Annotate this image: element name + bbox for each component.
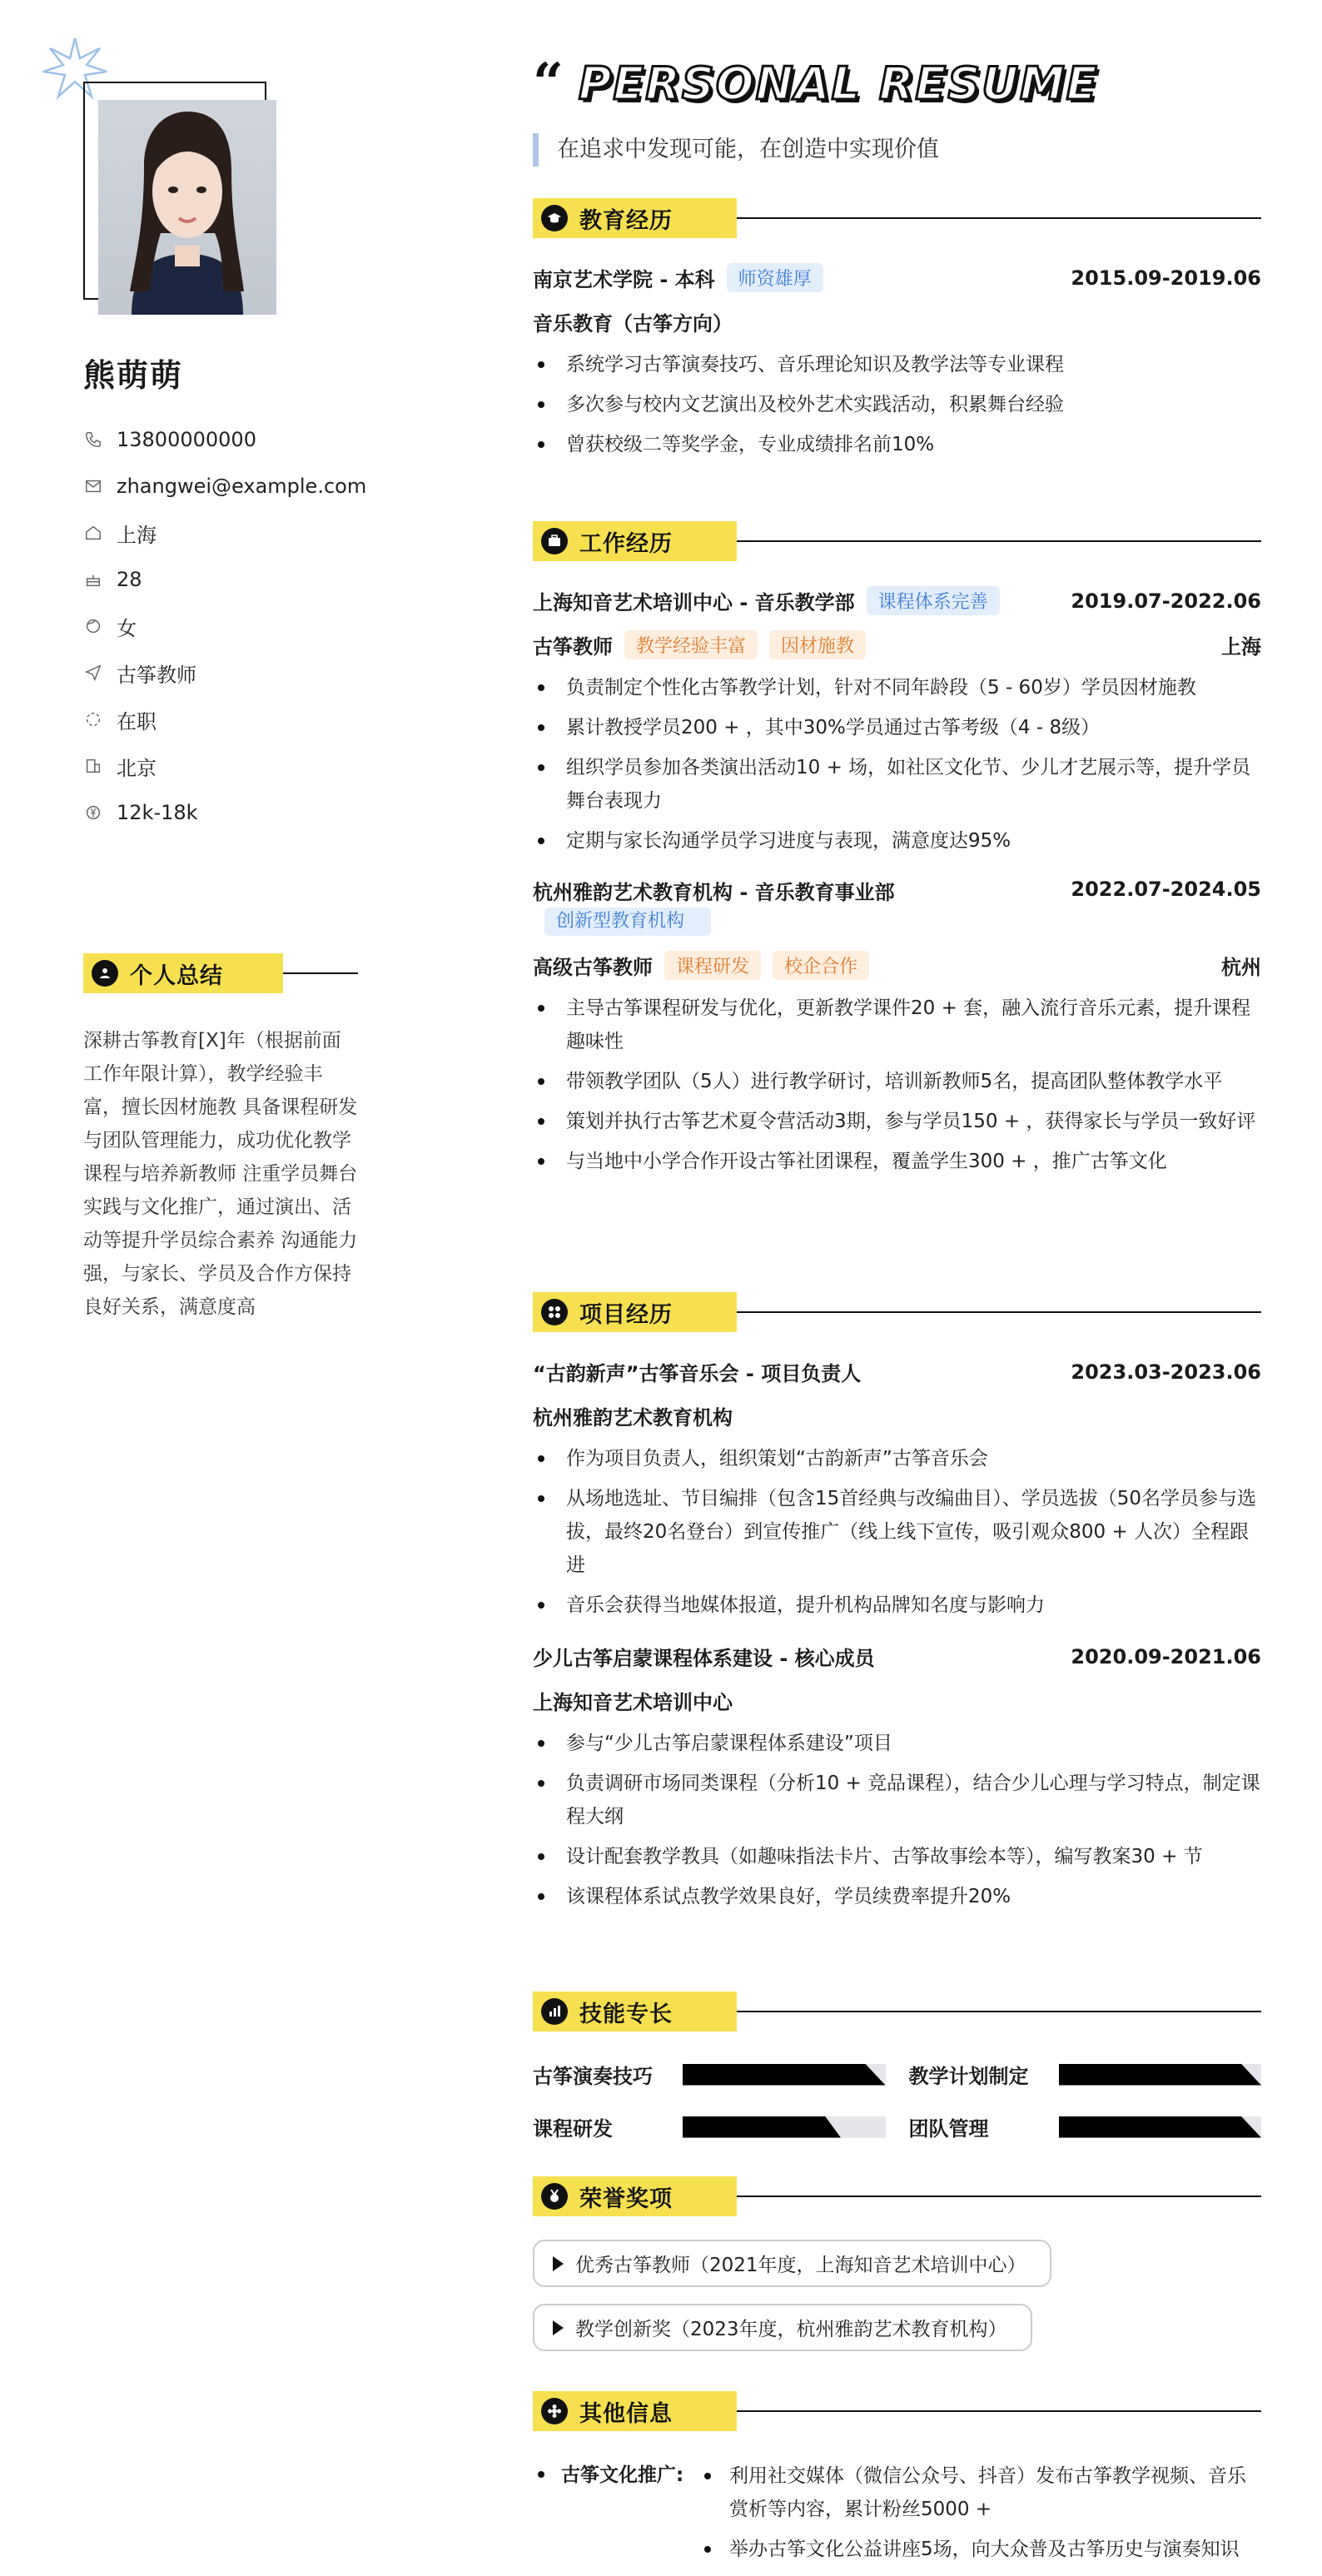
location-value: 上海 bbox=[117, 523, 157, 547]
list-item: 组织学员参加各类演出活动10 + 场，如社区文化节、少儿才艺展示等，提升学员舞台表现力 bbox=[533, 751, 1261, 818]
skill-bar-fill bbox=[683, 2116, 841, 2138]
list-item: 参与“少儿古筝启蒙课程体系建设”项目 bbox=[533, 1727, 1261, 1760]
contact-info-list bbox=[83, 416, 433, 836]
motto: 在追求中发现可能，在创造中实现价值 bbox=[533, 133, 939, 167]
other-info bbox=[533, 2459, 1261, 2573]
grid-icon bbox=[541, 1299, 568, 1325]
project-bullets bbox=[533, 1442, 1261, 1622]
job-bullets bbox=[533, 992, 1261, 1178]
skill-label: 课程研发 bbox=[533, 2117, 613, 2141]
list-item: 利用社交媒体（微信公众号、抖音）发布古筝教学视频、音乐赏析等内容，累计粉丝5000 + bbox=[699, 2459, 1261, 2526]
skill-bar bbox=[1059, 2116, 1262, 2138]
job-org: 上海知音艺术培训中心 - 音乐教学部 bbox=[533, 591, 855, 614]
skill-label: 古筝演奏技巧 bbox=[533, 2065, 653, 2088]
work-title: 工作经历 bbox=[579, 530, 673, 557]
yuan-icon bbox=[83, 803, 103, 823]
sidebar bbox=[0, 0, 466, 2576]
project-org: 杭州雅韵艺术教育机构 bbox=[533, 1406, 733, 1430]
skill-label: 团队管理 bbox=[908, 2117, 989, 2141]
info-gender bbox=[83, 603, 433, 649]
profile-photo bbox=[98, 100, 276, 315]
awards-title: 荣誉奖项 bbox=[579, 2186, 673, 2212]
project-org: 上海知音艺术培训中心 bbox=[533, 1691, 733, 1714]
job-bullets bbox=[533, 671, 1261, 858]
chart-icon bbox=[541, 1998, 568, 2025]
major: 音乐教育（古筝方向） bbox=[533, 312, 733, 336]
role-tag: 校企合作 bbox=[773, 951, 869, 980]
cake-icon bbox=[83, 569, 103, 589]
list-item: 作为项目负责人，组织策划“古韵新声”古筝音乐会 bbox=[533, 1442, 1261, 1475]
major-row bbox=[533, 307, 1261, 336]
skill-label: 教学计划制定 bbox=[908, 2065, 1029, 2088]
building-icon bbox=[83, 756, 103, 776]
info-target-city bbox=[83, 743, 433, 789]
phone-value: 13800000000 bbox=[117, 428, 256, 451]
award-text: 优秀古筝教师（2021年度，上海知音艺术培训中心） bbox=[575, 2255, 1026, 2276]
divider-line bbox=[737, 2011, 1261, 2012]
job-org-tag: 创新型教育机构 bbox=[544, 908, 711, 936]
skill-bar-fill bbox=[1059, 2064, 1262, 2086]
flower-icon bbox=[541, 2398, 568, 2424]
resume-title bbox=[533, 50, 1099, 117]
info-salary bbox=[83, 789, 433, 836]
role-tag: 因材施教 bbox=[769, 630, 866, 659]
info-location bbox=[83, 510, 433, 556]
phone-icon bbox=[83, 430, 103, 450]
user-circle-icon bbox=[92, 960, 118, 987]
project-entry bbox=[533, 1357, 1261, 1622]
job-entry bbox=[533, 586, 1261, 858]
info-email bbox=[83, 463, 433, 510]
projects-section bbox=[533, 1292, 1261, 1920]
work-section bbox=[533, 521, 1261, 1185]
divider-line bbox=[737, 2196, 1261, 2197]
divider-line bbox=[283, 972, 358, 974]
home-icon bbox=[83, 523, 103, 543]
project-bullets bbox=[533, 1727, 1261, 1913]
education-bullets bbox=[533, 348, 1261, 461]
job-entry bbox=[533, 878, 1261, 1178]
list-item: 从场地选址、节目编排（包含15首经典与改编曲目）、学员选拔（50名学员参与选拔，最终20名登台）到宣传推广（线上线下宣传，吸引观众800 + 人次）全程跟进 bbox=[533, 1482, 1261, 1582]
job-city: 上海 bbox=[1221, 635, 1261, 659]
other-key: 古筝文化推广: bbox=[533, 2459, 699, 2573]
education-title: 教育经历 bbox=[579, 207, 673, 234]
info-phone bbox=[83, 416, 433, 463]
briefcase-icon bbox=[541, 528, 568, 554]
job-role: 古筝教师 bbox=[533, 635, 613, 659]
list-item: 举办古筝文化公益讲座5场，向大众普及古筝历史与演奏知识 bbox=[699, 2533, 1261, 2566]
skill-bar bbox=[683, 2064, 886, 2086]
school-name: 南京艺术学院 - 本科 bbox=[533, 268, 715, 291]
other-section bbox=[533, 2391, 1261, 2573]
job-date: 2022.07-2024.05 bbox=[1071, 878, 1261, 901]
skill-item bbox=[909, 2112, 1262, 2141]
person-name: 熊萌萌 bbox=[83, 357, 184, 394]
school-tag: 师资雄厚 bbox=[727, 263, 823, 292]
position-value: 古筝教师 bbox=[117, 663, 196, 687]
summary-section-header bbox=[83, 953, 358, 993]
list-item: 设计配套教学教具（如趣味指法卡片、古筝故事绘本等），编写教案30 + 节 bbox=[533, 1840, 1261, 1873]
divider-line bbox=[737, 540, 1261, 542]
skills-section bbox=[533, 1992, 1261, 2141]
send-icon bbox=[83, 663, 103, 683]
info-status bbox=[83, 696, 433, 743]
skills-grid bbox=[533, 2060, 1261, 2141]
other-title: 其他信息 bbox=[579, 2400, 673, 2427]
list-item: 音乐会获得当地媒体报道，提升机构品牌知名度与影响力 bbox=[533, 1589, 1261, 1622]
skill-item bbox=[909, 2060, 1262, 2089]
job-org-tag: 课程体系完善 bbox=[867, 586, 1000, 615]
loading-icon bbox=[83, 709, 103, 729]
list-item: 负责调研市场同类课程（分析10 + 竞品课程），结合少儿心理与学习特点，制定课程大纲 bbox=[533, 1767, 1261, 1833]
skill-bar-fill bbox=[683, 2064, 886, 2086]
award-item bbox=[533, 2240, 1051, 2287]
award-text: 教学创新奖（2023年度，杭州雅韵艺术教育机构） bbox=[575, 2319, 1007, 2340]
graduation-cap-icon bbox=[541, 205, 568, 231]
skill-bar bbox=[1059, 2064, 1262, 2086]
medal-icon bbox=[541, 2183, 568, 2210]
skill-item bbox=[533, 2112, 886, 2141]
info-age bbox=[83, 556, 433, 603]
job-org: 杭州雅韵艺术教育机构 - 音乐教育事业部 bbox=[533, 881, 895, 904]
project-name: “古韵新声”古筝音乐会 - 项目负责人 bbox=[533, 1362, 862, 1385]
personal-resume-heading: PERSONAL RESUME bbox=[578, 57, 1099, 110]
status-value: 在职 bbox=[117, 709, 157, 734]
list-item: 策划并执行古筝艺术夏令营活动3期，参与学员150 + ，获得家长与学员一致好评 bbox=[533, 1105, 1261, 1138]
divider-line bbox=[737, 217, 1261, 219]
project-date: 2023.03-2023.06 bbox=[1071, 1360, 1261, 1384]
education-section bbox=[533, 198, 1261, 468]
project-date: 2020.09-2021.06 bbox=[1071, 1644, 1261, 1668]
list-item: 带领教学团队（5人）进行教学研讨，培训新教师5名，提高团队整体教学水平 bbox=[533, 1065, 1261, 1098]
play-triangle-icon bbox=[553, 2320, 564, 2335]
job-date: 2019.07-2022.06 bbox=[1071, 589, 1261, 613]
projects-title: 项目经历 bbox=[579, 1301, 673, 1328]
list-item: 多次参与校内文艺演出及校外艺术实践活动，积累舞台经验 bbox=[533, 388, 1261, 421]
list-item: 主导古筝课程研发与优化，更新教学课件20 + 套，融入流行音乐元素，提升课程趣味性 bbox=[533, 992, 1261, 1058]
list-item: 系统学习古筝演奏技巧、音乐理论知识及教学法等专业课程 bbox=[533, 348, 1261, 381]
education-date: 2015.09-2019.06 bbox=[1071, 266, 1261, 290]
skill-bar bbox=[683, 2116, 886, 2138]
list-item: 与当地中小学合作开设古筝社团课程，覆盖学生300 + ，推广古筝文化 bbox=[533, 1145, 1261, 1178]
play-triangle-icon bbox=[553, 2256, 564, 2271]
skill-bar-fill bbox=[1059, 2116, 1262, 2138]
list-item: 累计教授学员200 + ，其中30%学员通过古筝考级（4 - 8级） bbox=[533, 711, 1261, 744]
job-role: 高级古筝教师 bbox=[533, 956, 653, 979]
info-position bbox=[83, 649, 433, 696]
email-value: zhangwei@example.com bbox=[117, 475, 367, 498]
age-value: 28 bbox=[117, 568, 142, 591]
person-icon bbox=[83, 616, 103, 636]
mail-icon bbox=[83, 476, 103, 496]
skills-title: 技能专长 bbox=[579, 2001, 673, 2027]
job-city: 杭州 bbox=[1221, 956, 1261, 979]
salary-value: 12k-18k bbox=[117, 801, 198, 824]
target-city-value: 北京 bbox=[117, 756, 157, 780]
list-item: 定期与家长沟通学员学习进度与表现，满意度达95% bbox=[533, 824, 1261, 858]
award-item bbox=[533, 2304, 1032, 2351]
divider-line bbox=[737, 1311, 1261, 1313]
list-item: 负责制定个性化古筝教学计划，针对不同年龄段（5 - 60岁）学员因材施教 bbox=[533, 671, 1261, 704]
education-entry-header bbox=[533, 263, 1261, 292]
gender-value: 女 bbox=[117, 616, 137, 640]
awards-section bbox=[533, 2176, 1261, 2351]
project-entry bbox=[533, 1642, 1261, 1913]
list-item: 曾获校级二等奖学金，专业成绩排名前10% bbox=[533, 428, 1261, 461]
quote-mark: “ bbox=[533, 52, 564, 114]
divider-line bbox=[737, 2410, 1261, 2412]
role-tag: 教学经验丰富 bbox=[624, 630, 758, 659]
skill-item bbox=[533, 2060, 886, 2089]
list-item: 该课程体系试点教学效果良好，学员续费率提升20% bbox=[533, 1880, 1261, 1913]
role-tag: 课程研发 bbox=[664, 951, 761, 980]
summary-text: 深耕古筝教育[X]年（根据前面工作年限计算），教学经验丰富，擅长因材施教 具备课程研发与团队管理能力，成功优化教学课程与培养新教师 注重学员舞台实践与文化推广，通过演出、活动等提升学员综合素养 沟通能力强，与家长、学员及合作方保持良好关系，满意度高 bbox=[83, 1030, 358, 1318]
project-name: 少儿古筝启蒙课程体系建设 - 核心成员 bbox=[533, 1647, 875, 1670]
summary-title: 个人总结 bbox=[130, 962, 223, 989]
